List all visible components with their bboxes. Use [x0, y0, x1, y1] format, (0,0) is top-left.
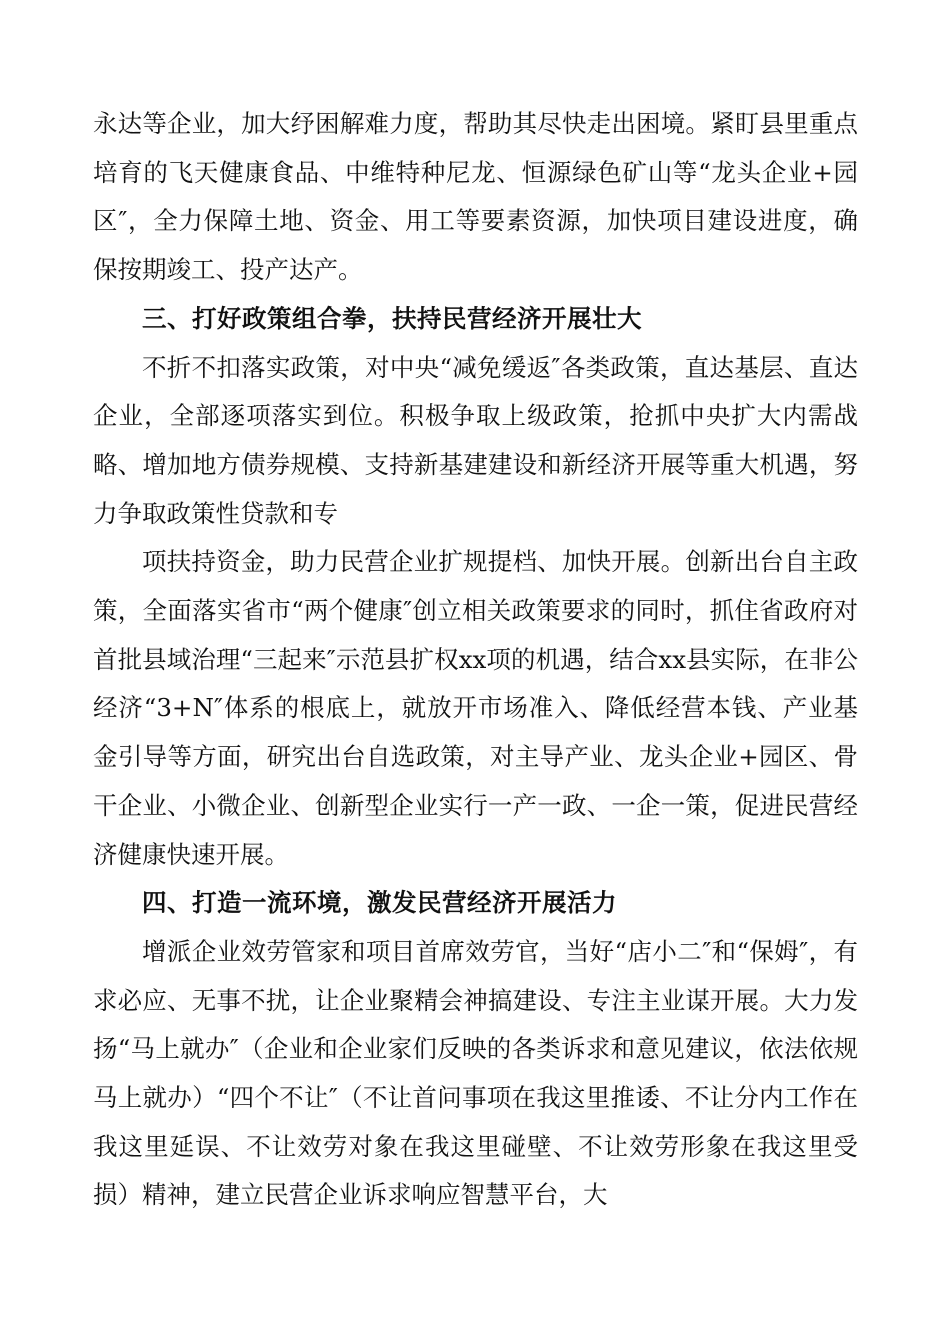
body-paragraph-2: 不折不扣落实政策，对中央“减免缓返″各类政策，直达基层、直达企业，全部逐项落实到位。积极争取上级政策，抢抓中央扩大内需战略、增加地方债券规模、支持新基建建设和新经济开展等重大机遇，努力争取政策性贷款和专 — [93, 352, 858, 528]
section-heading-3: 三、打好政策组合拳，扶持民营经济开展壮大 — [142, 303, 642, 333]
body-paragraph-4: 增派企业效劳管家和项目首席效劳官，当好“店小二″和“保姆″，有求必应、无事不扰，让企业聚精会神搞建设、专注主业谋开展。大力发扬“马上就办″（企业和企业家们反映的各类诉求和意见建议，依法依规马上就办）“四个不让″（不让首问事项在我这里推诿、不让分内工作在我这里延误、不让效劳对象在我这里碰壁、不让效劳形象在我这里受损）精神，建立民营企业诉求响应智慧平台，大 — [93, 936, 858, 1210]
section-heading-4: 四、打造一流环境，激发民营经济开展活力 — [142, 888, 617, 918]
body-paragraph-3: 项扶持资金，助力民营企业扩规提档、加快开展。创新出台自主政策，全面落实省市“两个健康″创立相关政策要求的同时，抓住省政府对首批县域治理“三起来″示范县扩权xx项的机遇，结合xx县实际，在非公经济“3+N″体系的根底上，就放开市场准入、降低经营本钱、产业基金引导等方面，研究出台自选政策，对主导产业、龙头企业+园区、骨干企业、小微企业、创新型企业实行一产一政、一企一策，促进民营经济健康快速开展。 — [93, 547, 858, 869]
body-paragraph-1: 永达等企业，加大纾困解难力度，帮助其尽快走出困境。紧盯县里重点培育的飞天健康食品、中维特种尼龙、恒源绿色矿山等“龙头企业+园区″，全力保障土地、资金、用工等要素资源，加快项目建设进度，确保按期竣工、投产达产。 — [93, 109, 858, 285]
document-page — [93, 100, 858, 1220]
